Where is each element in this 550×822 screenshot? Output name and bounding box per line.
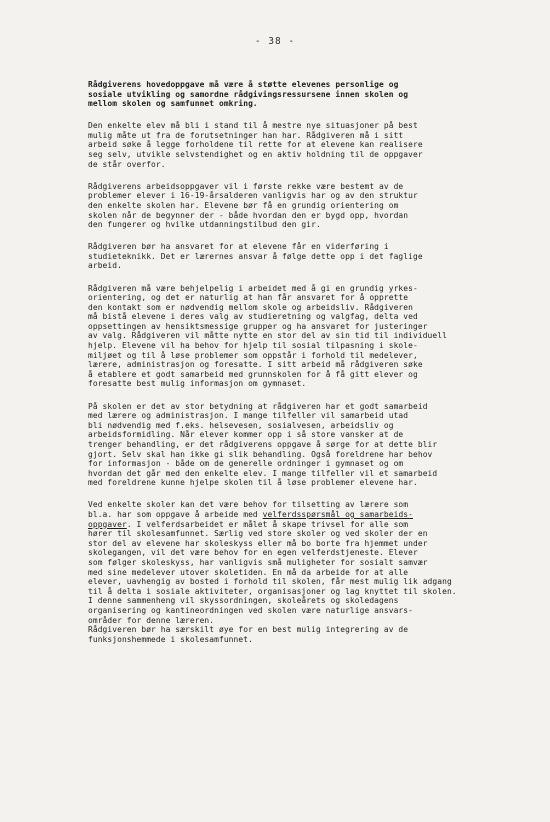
text-line: med foreldrene kunne hjelpe skolen til å løse problemer elevene har. (88, 478, 418, 488)
text-line: den enkelte skolen har. Elevene bør få en grundig orientering om (88, 200, 399, 210)
text-line (88, 520, 460, 530)
underlined-text: oppgaver (88, 519, 127, 529)
text-line: den fungerer og hvilke utdanningstilbud den gir. (88, 220, 321, 230)
text-line: å etablere et godt samarbeid med grunnskolen for å få gitt elever og (88, 369, 418, 379)
text-line: hører til skolesamfunnet. Særlig ved store skoler og ved skoler der en (88, 529, 428, 539)
text-line: Rådgiveren må være behjelpelig i arbeidet med å gi en grundig yrkes- (88, 283, 418, 293)
text-line: mulig måte ut fra de forutsetninger han har. Rådgiveren må i sitt (88, 130, 404, 140)
underlined-text: velferdsspørsmål og samarbeids- (262, 509, 413, 519)
text-line: for informasjon - både om de generelle ordninger i gymnaset og om (88, 459, 404, 469)
text-line: miljøet og til å løse problemer som oppstår i forhold til medelever, (88, 350, 418, 360)
text-line: må bistå elevene i deres valg av studieretning og valgfag, delta ved (88, 312, 418, 322)
text-line: gjort. Selv skal han ikke gi slik behandling. Også foreldrene har behov (88, 449, 433, 459)
text-line: Ved enkelte skoler kan det være behov for tilsetting av lærere som (88, 500, 409, 510)
text-line: Rådgiverens arbeidsoppgaver vil i første rekke være bestemt av de (88, 181, 404, 191)
text-line: På skolen er det av stor betydning at rådgiveren har et godt samarbeid (88, 401, 428, 411)
body-text (88, 80, 460, 657)
text-line: skolen når de begynner der - både hvordan den er bygd opp, hvordan (88, 210, 409, 220)
paragraph (88, 242, 460, 271)
text-line: Rådgiveren bør ha ansvaret for at elevene får en viderføring i (88, 242, 389, 252)
text-line: lærere, administrasjon og foresatte. I sitt arbeid må rådgiveren søke (88, 360, 423, 370)
text-line: stor del av elevene har skoleskyss eller må bo borte fra hjemmet under (88, 538, 428, 548)
paragraph (88, 284, 460, 390)
text-line: trenger behandling, er det rådgiverens oppgave å sørge for at dette blir (88, 439, 438, 449)
text-line: organisering og kantineordningen ved skolen være naturlige ansvars- (88, 605, 413, 615)
text-line: seg selv, utvikle selvstendighet og en aktiv holdning til de oppgaver (88, 150, 423, 160)
text-line: arbeidsformidling. Når elever kommer opp i så store vansker at de (88, 430, 404, 440)
text-line: med sine medelever utover skoletiden. En må da arbeide for at alle (88, 567, 409, 577)
paragraph (88, 121, 460, 169)
text-line: I denne sammenheng vil skyssordningen, skoleårets og skoledagens (88, 596, 399, 606)
text-line: problemer elever i 16-19-årsalderen vanligvis har og av den struktur (88, 191, 418, 201)
paragraph (88, 80, 460, 109)
text-line: Den enkelte elev må bli i stand til å mestre nye situasjoner på best (88, 121, 418, 131)
text-line: funksjonshemmede i skolesamfunnet. (88, 634, 253, 644)
page-number: - 38 - (254, 36, 296, 47)
text-line: studieteknikk. Det er lærernes ansvar å følge dette opp i det faglige (88, 251, 423, 261)
text-line: orientering, og det er naturlig at han får ansvaret for å opprette (88, 293, 409, 303)
paragraph (88, 182, 460, 230)
text-line: skolegangen, vil det være behov for en egen velferdstjeneste. Elever (88, 548, 418, 558)
paragraph (88, 402, 460, 488)
text-line: Rådgiverens hovedoppgave må være å støtte elevenes personlige og (88, 80, 399, 89)
text-segment: bl.a. har som oppgave å arbeide med (88, 509, 263, 519)
text-line: de står overfor. (88, 159, 166, 169)
text-line: arbeid søke å legge forholdene til rette for at elevene kan realisere (88, 140, 423, 150)
text-line: hjelp. Elevene vil ha behov for hjelp til sosial tilpasning i skole- (88, 341, 418, 351)
text-line: elever, uavhengig av bosted i forhold til skolen, får mest mulig lik adgang (88, 577, 452, 587)
text-line: bli nødvendig med f.eks. helsevesen, sosialvesen, arbeidsliv og (88, 420, 394, 430)
text-line: foresatte best mulig informasjon om gymnaset. (88, 379, 307, 389)
text-line: mellom skolen og samfunnet omkring. (88, 99, 258, 109)
paragraph (88, 500, 460, 644)
text-line: hvordan det går med den enkelte elev. I mange tilfeller vil et samarbeid (88, 468, 438, 478)
text-line: til å delta i sosiale aktiviteter, organisasjoner og lag knyttet til skolen. (88, 586, 457, 596)
text-segment: . I velferdsarbeidet er målet å skape trivsel for alle som (126, 519, 409, 529)
text-line: områder for denne læreren. (88, 615, 215, 625)
text-line: arbeid. (88, 261, 122, 271)
text-line: sosiale utvikling og samordne rådgivingsressursene innen skolen og (88, 89, 409, 99)
text-line: oppsettingen av hensiktsmessige grupper og ha ansvaret for justeringer (88, 321, 428, 331)
text-line: den kontakt som er nødvendig mellom skole og arbeidsliv. Rådgiveren (88, 302, 413, 312)
text-line: Rådgiveren bør ha særskilt øye for en best mulig integrering av de (88, 625, 409, 635)
text-line: som følger skoleskyss, har vanligvis små muligheter for sosialt samvær (88, 557, 428, 567)
text-line: av valg. Rådgiveren vil måtte nytte en stor del av sin tid til individuell (88, 331, 447, 341)
text-line (88, 510, 460, 520)
text-line: med lærere og administrasjon. I mange tilfeller vil samarbeid utad (88, 411, 409, 421)
